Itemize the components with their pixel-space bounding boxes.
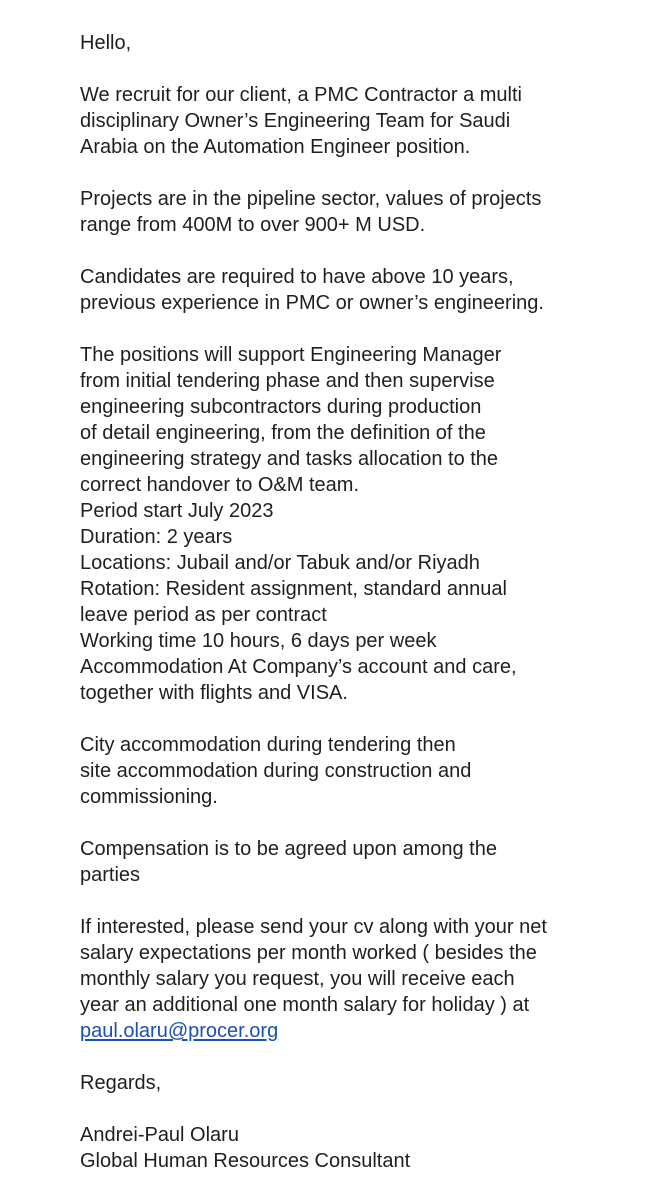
email-link-line <box>80 1018 640 1044</box>
apply-line: monthly salary you request, you will receive each <box>80 968 515 990</box>
intro-line: Arabia on the Automation Engineer position. <box>80 136 471 158</box>
details-paragraph <box>80 342 640 706</box>
compensation-paragraph <box>80 836 640 888</box>
paragraph-gap <box>80 238 640 264</box>
accommodation-line: site accommodation during construction and <box>80 760 472 782</box>
apply-line: salary expectations per month worked ( besides the <box>80 942 537 964</box>
accommodation-terms-line: Accommodation At Company’s account and care, <box>80 656 517 678</box>
paragraph-gap <box>80 1096 640 1122</box>
period-start: Period start July 2023 <box>80 500 274 522</box>
accommodation-terms-line: together with flights and VISA. <box>80 682 348 704</box>
intro-line: We recruit for our client, a PMC Contractor a multi <box>80 84 522 106</box>
accommodation-line: commissioning. <box>80 786 218 808</box>
closing: Regards, <box>80 1072 162 1094</box>
paragraph-gap <box>80 1044 640 1070</box>
signature <box>80 1122 640 1174</box>
paragraph-gap <box>80 56 640 82</box>
signature-name: Andrei-Paul Olaru <box>80 1124 239 1146</box>
greeting: Hello, <box>80 32 132 54</box>
apply-paragraph <box>80 914 640 1044</box>
accommodation-paragraph <box>80 732 640 810</box>
email-body <box>80 30 640 1174</box>
rotation-line: Rotation: Resident assignment, standard annual <box>80 578 507 600</box>
compensation-line: parties <box>80 864 141 886</box>
candidates-line: previous experience in PMC or owner’s engineering. <box>80 292 544 314</box>
compensation-line: Compensation is to be agreed upon among the <box>80 838 497 860</box>
candidates-line: Candidates are required to have above 10 years, <box>80 266 514 288</box>
details-line: of detail engineering, from the definition of the <box>80 422 486 444</box>
paragraph-gap <box>80 706 640 732</box>
projects-line: Projects are in the pipeline sector, values of projects <box>80 188 542 210</box>
accommodation-line: City accommodation during tendering then <box>80 734 456 756</box>
projects-paragraph <box>80 186 640 238</box>
locations: Locations: Jubail and/or Tabuk and/or Riyadh <box>80 552 480 574</box>
paragraph-gap <box>80 888 640 914</box>
apply-line: If interested, please send your cv along with your net <box>80 916 547 938</box>
intro-paragraph <box>80 82 640 160</box>
details-line: The positions will support Engineering Manager <box>80 344 502 366</box>
signature-title: Global Human Resources Consultant <box>80 1150 411 1172</box>
paragraph-gap <box>80 316 640 342</box>
details-line: engineering subcontractors during production <box>80 396 482 418</box>
paragraph-gap <box>80 810 640 836</box>
email-link[interactable]: paul.olaru@procer.org <box>80 1020 279 1042</box>
rotation-line: leave period as per contract <box>80 604 327 626</box>
paragraph-gap <box>80 160 640 186</box>
details-line: engineering strategy and tasks allocation to the <box>80 448 499 470</box>
projects-line: range from 400M to over 900+ M USD. <box>80 214 426 236</box>
duration: Duration: 2 years <box>80 526 233 548</box>
details-line: correct handover to O&M team. <box>80 474 360 496</box>
apply-line: year an additional one month salary for holiday ) at <box>80 994 530 1016</box>
working-time: Working time 10 hours, 6 days per week <box>80 630 437 652</box>
intro-line: disciplinary Owner’s Engineering Team for Saudi <box>80 110 511 132</box>
candidates-paragraph <box>80 264 640 316</box>
details-line: from initial tendering phase and then supervise <box>80 370 495 392</box>
